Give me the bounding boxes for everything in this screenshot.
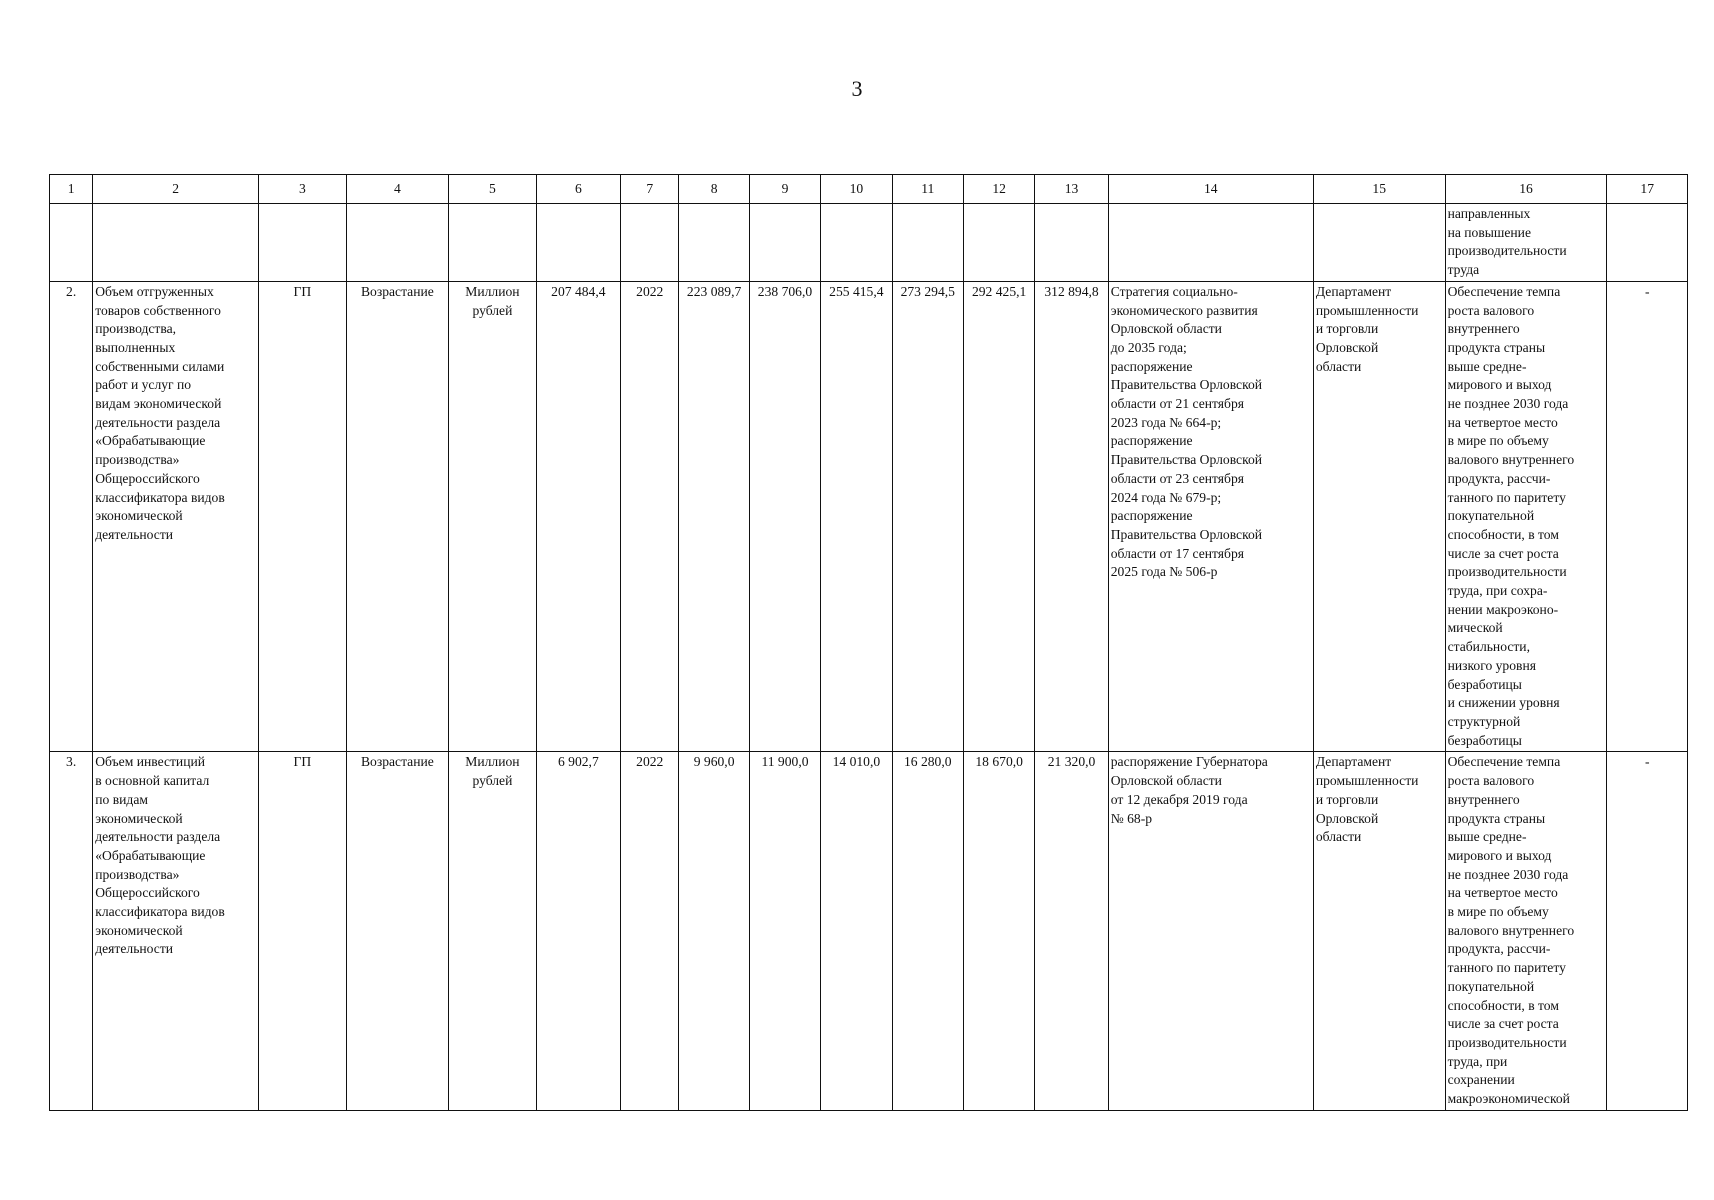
- table-cell: [892, 204, 963, 282]
- document-cell: Стратегия социально- экономического развития Орловской области до 2035 года; распоряжение Правительства Орловской области от 21 сентября 2023 года № 664-р; распоряжение Правительства Орловской области от 23 сентября 2024 года № 679-р; распоряжение Правительства Орловской области от 17 сентября 2025 года № 506-р: [1108, 281, 1313, 752]
- indicator-level: ГП: [259, 752, 346, 1110]
- base-value: 207 484,4: [536, 281, 620, 752]
- value-cell: 223 089,7: [679, 281, 749, 752]
- header-cell: 14: [1108, 175, 1313, 204]
- table-row: [50, 752, 1688, 1110]
- base-year: 2022: [621, 752, 679, 1110]
- value-cell: 9 960,0: [679, 752, 749, 1110]
- header-cell: 13: [1035, 175, 1108, 204]
- responsible-cell: Департамент промышленности и торговли Орловской области: [1313, 281, 1445, 752]
- responsible-cell: Департамент промышленности и торговли Орловской области: [1313, 752, 1445, 1110]
- header-cell: 5: [449, 175, 536, 204]
- header-cell: 4: [346, 175, 449, 204]
- indicator-name: Объем инвестиций в основной капитал по видам экономической деятельности раздела «Обрабатывающие производства» Общероссийского классификатора видов экономической деятельности: [93, 752, 259, 1110]
- table-cell: [1108, 204, 1313, 282]
- table-cell: [449, 204, 536, 282]
- value-cell: 14 010,0: [821, 752, 892, 1110]
- value-cell: 238 706,0: [749, 281, 820, 752]
- base-year: 2022: [621, 281, 679, 752]
- goal-cell: направленных на повышение производительности труда: [1445, 204, 1607, 282]
- col17-cell: -: [1607, 752, 1688, 1110]
- indicator-level: ГП: [259, 281, 346, 752]
- table-cell: [679, 204, 749, 282]
- header-cell: 2: [93, 175, 259, 204]
- header-cell: 6: [536, 175, 620, 204]
- base-value: 6 902,7: [536, 752, 620, 1110]
- table-cell: [346, 204, 449, 282]
- row-number: 3.: [50, 752, 93, 1110]
- table-cell: [259, 204, 346, 282]
- table-cell: [93, 204, 259, 282]
- header-cell: 8: [679, 175, 749, 204]
- value-cell: 16 280,0: [892, 752, 963, 1110]
- header-cell: 10: [821, 175, 892, 204]
- unit: Миллион рублей: [449, 752, 536, 1110]
- indicator-trend: Возрастание: [346, 281, 449, 752]
- table-cell: [1607, 204, 1688, 282]
- indicator-trend: Возрастание: [346, 752, 449, 1110]
- value-cell: 21 320,0: [1035, 752, 1108, 1110]
- table-cell: [536, 204, 620, 282]
- table-cell: [1035, 204, 1108, 282]
- header-cell: 7: [621, 175, 679, 204]
- table-cell: [749, 204, 820, 282]
- goal-cell: Обеспечение темпа роста валового внутреннего продукта страны выше средне- мирового и выход не позднее 2030 года на четвертое место в мире по объему валового внутреннего продукта, рассчи- танного по паритету покупательной способности, в том числе за счет роста производительности труда, при сохранении макроэкономической: [1445, 752, 1607, 1110]
- continuation-row: [50, 204, 1688, 282]
- table-cell: [1313, 204, 1445, 282]
- value-cell: 18 670,0: [963, 752, 1034, 1110]
- header-cell: 15: [1313, 175, 1445, 204]
- value-cell: 312 894,8: [1035, 281, 1108, 752]
- col17-cell: -: [1607, 281, 1688, 752]
- value-cell: 11 900,0: [749, 752, 820, 1110]
- row-number: 2.: [50, 281, 93, 752]
- header-cell: 12: [963, 175, 1034, 204]
- page-number: 3: [851, 76, 863, 101]
- document-cell: распоряжение Губернатора Орловской области от 12 декабря 2019 года № 68-р: [1108, 752, 1313, 1110]
- header-cell: 3: [259, 175, 346, 204]
- goal-cell: Обеспечение темпа роста валового внутреннего продукта страны выше средне- мирового и выход не позднее 2030 года на четвертое место в мире по объему валового внутреннего продукта, рассчи- танного по паритету покупательной способности, в том числе за счет роста производительности труда, при сохра- нении макроэконо- мической стабильности, низкого уровня безработицы и снижении уровня структурной безработицы: [1445, 281, 1607, 752]
- unit: Миллион рублей: [449, 281, 536, 752]
- value-cell: 273 294,5: [892, 281, 963, 752]
- value-cell: 255 415,4: [821, 281, 892, 752]
- indicators-table: [49, 174, 1688, 1111]
- header-cell: 17: [1607, 175, 1688, 204]
- table-cell: [963, 204, 1034, 282]
- header-cell: 11: [892, 175, 963, 204]
- header-cell: 9: [749, 175, 820, 204]
- header-cell: 16: [1445, 175, 1607, 204]
- table-row: [50, 281, 1688, 752]
- table-cell: [621, 204, 679, 282]
- column-number-row: [50, 175, 1688, 204]
- value-cell: 292 425,1: [963, 281, 1034, 752]
- table-cell: [50, 204, 93, 282]
- indicator-name: Объем отгруженных товаров собственного производства, выполненных собственными силами работ и услуг по видам экономической деятельности раздела «Обрабатывающие производства» Общероссийского классификатора видов экономической деятельности: [93, 281, 259, 752]
- table-cell: [821, 204, 892, 282]
- header-cell: 1: [50, 175, 93, 204]
